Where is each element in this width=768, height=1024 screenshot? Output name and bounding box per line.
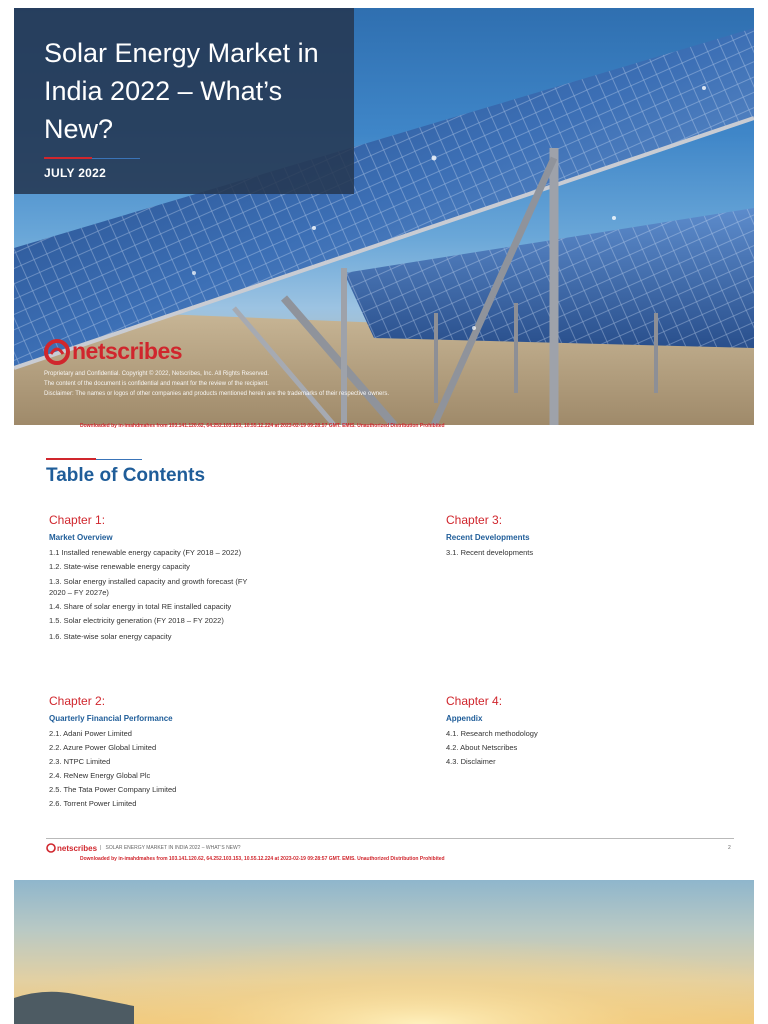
cover-page (14, 8, 754, 425)
cover-legal-notice (44, 369, 484, 399)
cover-date: JULY 2022 (44, 166, 107, 180)
chapter-subtitle: Market Overview (49, 533, 113, 542)
title-rule-red (44, 157, 92, 159)
sparkle (312, 226, 316, 230)
toc-item[interactable]: 2.6. Torrent Power Limited (49, 799, 137, 808)
netscribes-logo-icon (46, 843, 56, 853)
toc-rule-red (46, 458, 96, 460)
toc-item[interactable]: 4.1. Research methodology (446, 729, 538, 738)
download-watermark: Downloaded by in-imahdmahes from 103.141.120.62, 64.252.103.153, 10.55.12.224 at 2023-02-19 09:28:57 GMT. EMIS. Unauthorized Distribution Prohibited (80, 856, 445, 862)
footer-logo-text: netscribes (57, 843, 98, 853)
chapter-subtitle: Quarterly Financial Performance (49, 714, 173, 723)
toc-item[interactable]: 4.2. About Netscribes (446, 743, 518, 752)
sparkle (192, 271, 196, 275)
toc-item[interactable]: 1.4. Share of solar energy in total RE installed capacity (49, 602, 232, 611)
toc-item[interactable]: 2.2. Azure Power Global Limited (49, 743, 157, 752)
toc-item[interactable]: 1.6. State-wise solar energy capacity (49, 632, 172, 641)
sunset-photo (14, 880, 754, 1024)
toc-item[interactable]: 1.5. Solar electricity generation (FY 2018 – FY 2022) (49, 616, 224, 625)
chapter-2 (49, 694, 299, 811)
download-watermark: Downloaded by in-imahdmahes from 103.141.120.62, 64.252.103.153, 10.55.12.224 at 2023-02-19 09:28:57 GMT. EMIS. Unauthorized Distribution Prohibited (80, 423, 445, 429)
toc-item[interactable]: 1.2. State-wise renewable energy capacity (49, 562, 190, 571)
toc-item[interactable]: 2.1. Adani Power Limited (49, 729, 132, 738)
sparkle (472, 326, 476, 330)
sparkle (702, 86, 706, 90)
chapter-3 (446, 513, 696, 560)
sparkle (612, 216, 616, 220)
toc-item[interactable]: 2.5. The Tata Power Company Limited (49, 785, 177, 794)
toc-title: Table of Contents (46, 465, 206, 486)
next-page-preview (14, 880, 754, 1024)
cover-title: Solar Energy Market in India 2022 – What’s New? (44, 38, 319, 144)
toc-item[interactable]: 2.3. NTPC Limited (49, 757, 111, 766)
legal-line: Disclaimer: The names or logos of other companies and products mentioned herein are the trademarks of their respective owners. (44, 391, 390, 397)
chapter-heading: Chapter 1: (49, 513, 106, 527)
chapter-1 (49, 513, 299, 644)
footer-divider (46, 838, 734, 839)
legal-line: The content of the document is confidential and meant for the review of the recipient. (44, 381, 269, 387)
footer-report-title: SOLAR ENERGY MARKET IN INDIA 2022 – WHAT’S NEW? (105, 845, 241, 851)
netscribes-logo-icon (44, 339, 70, 365)
cover-title-panel (14, 8, 354, 194)
footer-logo (46, 843, 97, 853)
toc-item[interactable]: 4.3. Disclaimer (446, 757, 496, 766)
footer-separator: | (100, 845, 102, 851)
sparkle (432, 156, 437, 161)
netscribes-logo (44, 338, 182, 365)
panel-leg (514, 303, 518, 393)
chapter-heading: Chapter 4: (446, 694, 503, 708)
title-rule-blue (92, 158, 140, 159)
legal-line: Proprietary and Confidential. Copyright © 2022, Netscribes, Inc. All Rights Reserved. (44, 371, 269, 377)
panel-leg (654, 313, 658, 393)
toc-item[interactable]: 1.1 Installed renewable energy capacity (FY 2018 – 2022) (49, 548, 242, 557)
toc-item[interactable]: 1.3. Solar energy installed capacity and growth forecast (FY 2020 – FY 2027e) (49, 577, 248, 597)
toc-item[interactable]: 3.1. Recent developments (446, 548, 534, 557)
toc-item[interactable]: 2.4. ReNew Energy Global Plc (49, 771, 151, 780)
footer-caption (100, 845, 241, 851)
chapter-subtitle: Recent Developments (446, 533, 530, 542)
page-number: 2 (728, 845, 731, 851)
toc-rule-blue (96, 459, 142, 460)
chapter-heading: Chapter 3: (446, 513, 503, 527)
chapter-subtitle: Appendix (446, 714, 483, 723)
netscribes-logo-text: netscribes (72, 338, 183, 364)
chapter-heading: Chapter 2: (49, 694, 106, 708)
sun-glow (14, 880, 754, 1024)
chapter-4 (446, 694, 696, 769)
